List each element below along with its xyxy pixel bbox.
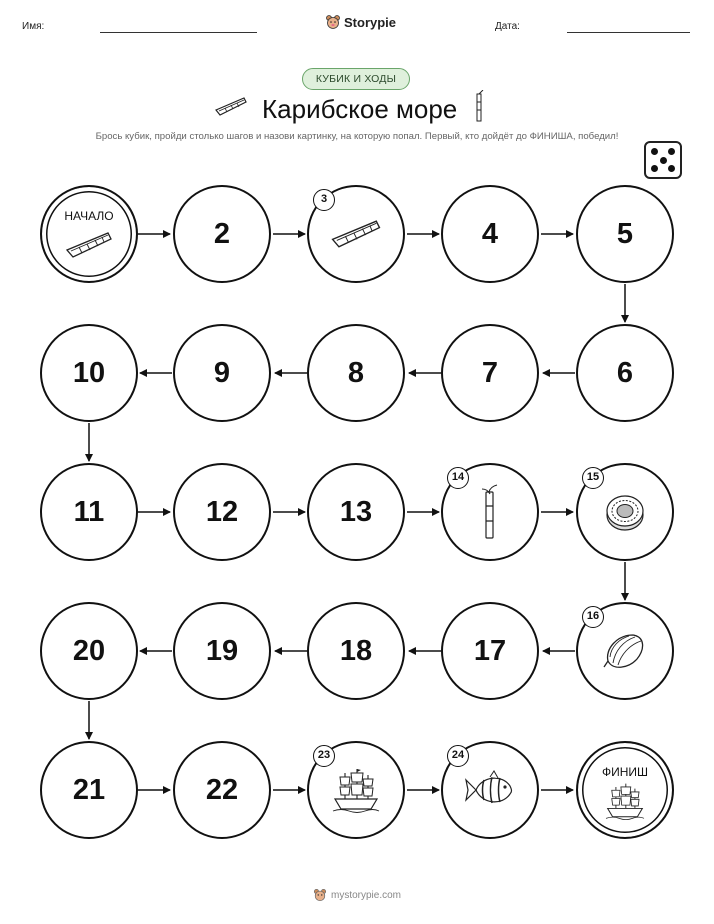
cell-18[interactable]: [307, 602, 405, 700]
ship-icon: [331, 767, 381, 813]
cell-number: 19: [205, 634, 239, 667]
cell-24[interactable]: [441, 741, 539, 839]
category-badge: КУБИК И ХОДЫ: [302, 68, 410, 90]
boat-icon: [64, 230, 114, 260]
cell-number: 18: [339, 634, 373, 667]
boat-icon: [329, 218, 383, 250]
footer-url[interactable]: mystorypie.com: [330, 889, 401, 901]
cell-6[interactable]: [576, 324, 674, 422]
cell-number: 10: [72, 356, 106, 389]
coin-icon: [603, 490, 647, 534]
cell-number: 6: [616, 356, 634, 389]
cell-3[interactable]: [307, 185, 405, 283]
cell-number: 7: [481, 356, 499, 389]
cell-number: 20: [72, 634, 106, 667]
cell-17[interactable]: [441, 602, 539, 700]
cell-5[interactable]: [576, 185, 674, 283]
cell-19[interactable]: [173, 602, 271, 700]
cell-number: 17: [473, 634, 507, 667]
cell-start[interactable]: [40, 185, 138, 283]
start-label: НАЧАЛО: [64, 209, 114, 223]
page-title: Карибское море: [262, 94, 458, 124]
cell-number: 11: [73, 495, 105, 528]
instructions: Брось кубик, пройди столько шагов и назови картинку, на которую попал. Первый, кто дойдёт до ФИНИША, победил!: [95, 131, 619, 142]
cell-finish[interactable]: [576, 741, 674, 839]
cell-number: 9: [213, 356, 231, 389]
cell-number: 5: [616, 217, 634, 250]
cell-11[interactable]: [40, 463, 138, 561]
cell-number-badge: 14: [447, 467, 469, 489]
finish-label: ФИНИШ: [601, 765, 649, 779]
cocoa-pod-icon: [603, 631, 647, 671]
cell-15[interactable]: [576, 463, 674, 561]
cell-21[interactable]: [40, 741, 138, 839]
cell-number-badge: 24: [447, 745, 469, 767]
bear-icon: [313, 888, 327, 902]
cell-number-badge: 15: [582, 467, 604, 489]
brand-name: Storypie: [344, 14, 397, 30]
cell-number-badge: 16: [582, 606, 604, 628]
cell-number: 12: [205, 495, 239, 528]
cell-number-badge: 23: [313, 745, 335, 767]
cell-23[interactable]: [307, 741, 405, 839]
sugarcane-icon: [479, 484, 501, 540]
cell-20[interactable]: [40, 602, 138, 700]
date-label: Дата:: [495, 21, 520, 32]
cell-16[interactable]: [576, 602, 674, 700]
cell-4[interactable]: [441, 185, 539, 283]
cell-number: 13: [339, 495, 373, 528]
cell-number-badge: 3: [313, 189, 335, 211]
fish-icon: [464, 770, 516, 810]
cell-12[interactable]: [173, 463, 271, 561]
cell-number: 22: [205, 773, 239, 806]
ship-icon: [604, 782, 646, 820]
cell-number: 4: [481, 217, 499, 250]
cell-8[interactable]: [307, 324, 405, 422]
cell-7[interactable]: [441, 324, 539, 422]
cell-2[interactable]: [173, 185, 271, 283]
cell-number: 2: [213, 217, 231, 250]
cell-number: 8: [347, 356, 365, 389]
cell-9[interactable]: [173, 324, 271, 422]
cell-13[interactable]: [307, 463, 405, 561]
cell-14[interactable]: [441, 463, 539, 561]
footer: [0, 888, 714, 902]
cell-number: 21: [72, 773, 106, 806]
name-label: Имя:: [22, 21, 45, 32]
cell-10[interactable]: [40, 324, 138, 422]
cell-22[interactable]: [173, 741, 271, 839]
